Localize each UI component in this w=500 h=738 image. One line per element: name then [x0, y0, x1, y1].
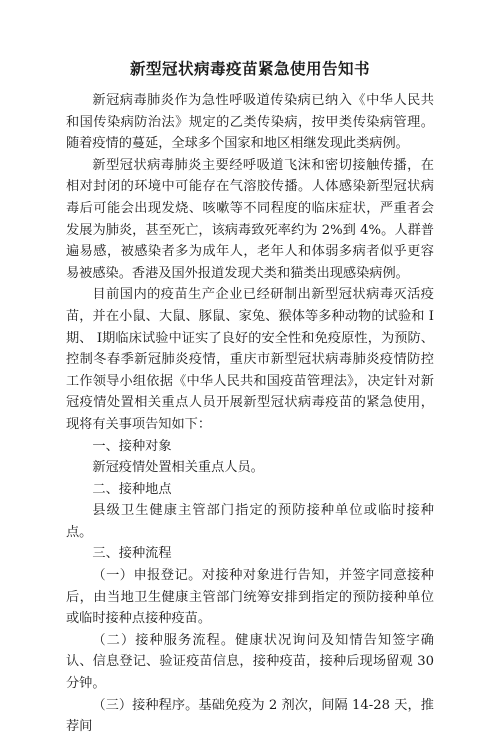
- intro-paragraph-1: 新冠病毒肺炎作为急性呼吸道传染病已纳入《中华人民共和国传染病防治法》规定的乙类传染病，按甲类传染病管理。随着疫情的蔓延，全球多个国家和地区相继发现此类病例。: [66, 93, 434, 152]
- section-heading-procedure: 三、接种流程: [92, 546, 172, 562]
- procedure-item-3: （三）接种程序。基础免疫为 2 剂次，间隔 14-28 天，推荐间: [66, 697, 434, 735]
- intro-paragraph-3: 目前国内的疫苗生产企业已经研制出新型冠状病毒灭活疫苗，并在小鼠、大鼠、豚鼠、家兔、猴体等多种动物的试验和 I期、 Ⅰ期临床试验中证实了良好的安全性和免疫原性，为预防、控制冬春季新冠肺炎疫情，重庆市新型冠状病毒肺炎疫情防控工作领导小组依据《中华人民共和国疫苗管理法》，决定针对新冠疫情处置相关重点人员开展新型冠状病毒疫苗的紧急使用，现将有关事项告知如下：: [66, 287, 434, 432]
- section-body-location: 县级卫生健康主管部门指定的预防接种单位或临时接种点。: [66, 503, 434, 540]
- document-title: 新型冠状病毒疫苗紧急使用告知书: [129, 59, 370, 78]
- procedure-item-1: （一）申报登记。对接种对象进行告知，并签字同意接种后，由当地卫生健康主管部门统筹安排到指定的预防接种单位或临时接种点接种疫苗。: [66, 568, 434, 627]
- section-heading-target: 一、接种对象: [92, 438, 172, 454]
- intro-paragraph-2: 新型冠状病毒肺炎主要经呼吸道飞沫和密切接触传播，在相对封闭的环境中可能存在气溶胶传播。人体感染新型冠状病毒后可能会出现发烧、咳嗽等不同程度的临床症状，严重者会发展为肺炎，甚至死亡，该病毒致死率约为 2%到 4%。人群普遍易感，被感染者多为成年人，老年人和体弱多病者似乎更容易被感染。香港及国外报道发现犬类和猫类出现感染病例。: [66, 157, 434, 281]
- procedure-item-2: （二）接种服务流程。健康状况询问及知情告知签字确认、信息登记、验证疫苗信息，接种疫苗，接种后现场留观 30 分钟。: [66, 632, 434, 692]
- section-heading-location: 二、接种地点: [92, 481, 172, 497]
- section-body-target: 新冠疫情处置相关重点人员。: [92, 460, 264, 476]
